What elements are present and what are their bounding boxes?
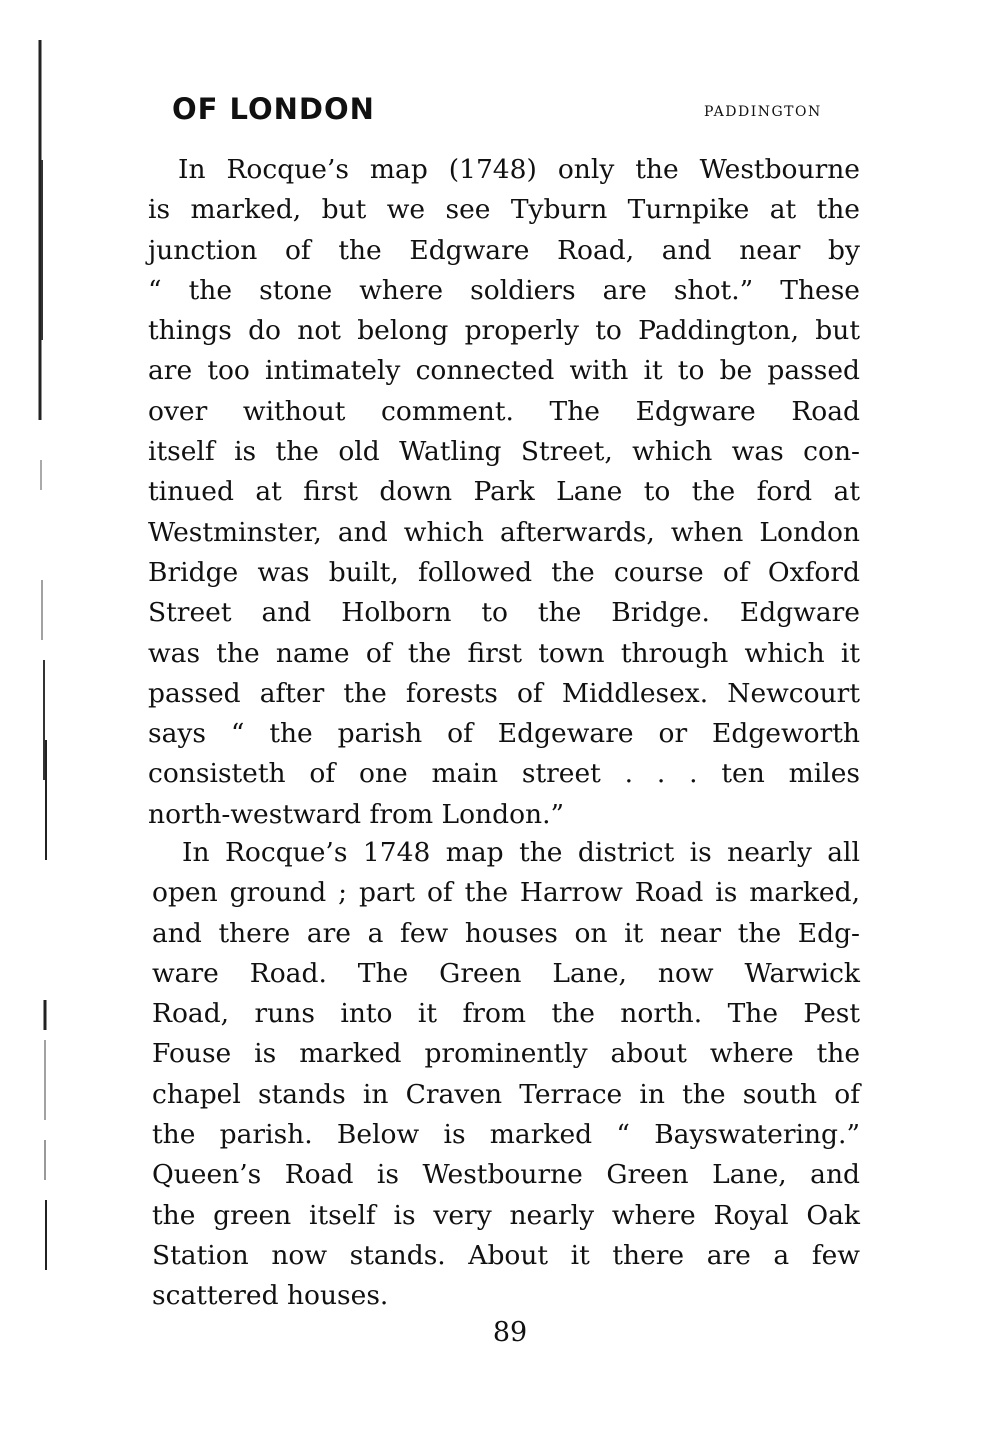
running-head-section: PADDINGTON: [704, 104, 822, 120]
text-line: scattered houses.: [152, 1280, 389, 1312]
text-line: tinued at first down Park Lane to the ford at: [148, 476, 860, 508]
text-line: Queen’s Road is Westbourne Green Lane, and: [152, 1159, 860, 1191]
text-line: was the name of the first town through which it: [148, 637, 860, 669]
text-line: open ground ; part of the Harrow Road is marked,: [152, 877, 860, 909]
text-line: the parish. Below is marked “ Bayswatering.”: [152, 1119, 860, 1151]
text-line: is marked, but we see Tyburn Turnpike at the: [148, 194, 860, 226]
text-line: passed after the forests of Middlesex. Newcourt: [148, 677, 860, 709]
text-line: Fouse is marked prominently about where the: [152, 1038, 860, 1070]
text-line: In Rocque’s map (1748) only the Westbourne: [178, 154, 860, 185]
text-line: and there are a few houses on it near the Edg-: [152, 917, 860, 949]
text-line: says “ the parish of Edgeware or Edgeworth: [148, 718, 860, 750]
paragraph-1: [148, 150, 860, 835]
text-line: Westminster, and which afterwards, when London: [148, 516, 860, 548]
text-line: itself is the old Watling Street, which was con-: [148, 436, 860, 468]
binding-edge-marks: [36, 40, 52, 1310]
text-line: Street and Holborn to the Bridge. Edgware: [148, 597, 860, 629]
page-number: 89: [492, 1317, 528, 1348]
text-line: ware Road. The Green Lane, now Warwick: [152, 957, 860, 989]
text-line: Road, runs into it from the north. The Pest: [152, 998, 860, 1030]
text-line: north-westward from London.”: [148, 798, 565, 830]
text-line: “ the stone where soldiers are shot.” These: [148, 274, 860, 306]
text-line: chapel stands in Craven Terrace in the south of: [152, 1078, 860, 1110]
text-line: junction of the Edgware Road, and near by: [148, 234, 860, 266]
text-line: things do not belong properly to Paddington, but: [148, 315, 860, 347]
text-line: Bridge was built, followed the course of Oxford: [148, 556, 860, 588]
text-line: In Rocque’s 1748 map the district is nearly all: [182, 837, 860, 868]
paragraph-2: [152, 833, 860, 1317]
running-head-title: OF LONDON: [172, 92, 375, 126]
text-line: consisteth of one main street . . . ten miles: [148, 758, 860, 790]
text-line: Station now stands. About it there are a few: [152, 1239, 860, 1271]
text-line: are too intimately connected with it to be passed: [148, 355, 860, 387]
text-line: the green itself is very nearly where Royal Oak: [152, 1199, 860, 1231]
text-line: over without comment. The Edgware Road: [148, 395, 860, 427]
